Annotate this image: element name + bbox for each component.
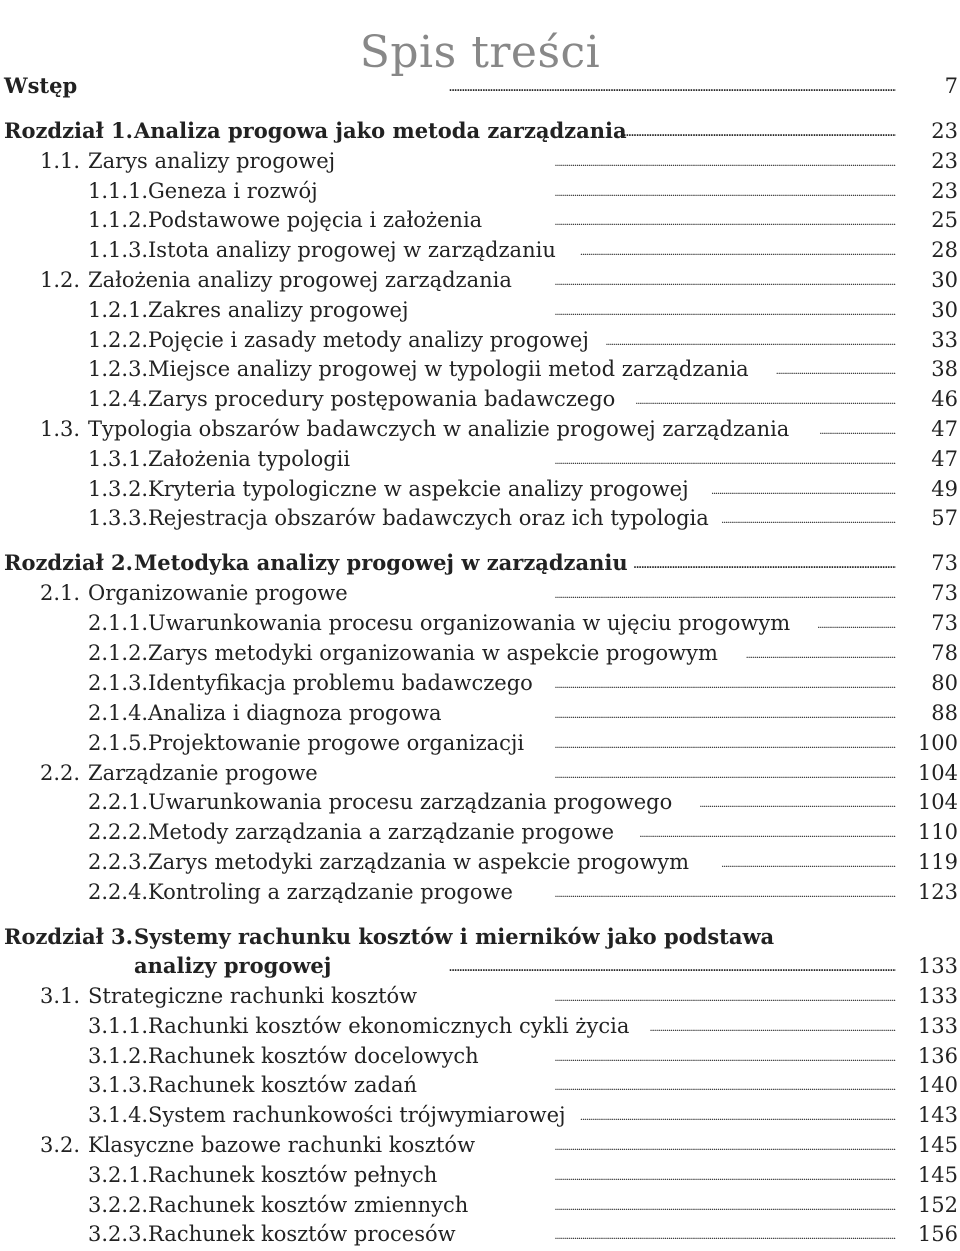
toc-entry-title: Kryteria typologiczne w aspekcie analizy progowej	[148, 477, 689, 501]
toc-entry-number: 1.3.3.	[88, 506, 149, 530]
toc-entry-page: 145	[917, 1163, 958, 1187]
toc-entry-page: 30	[931, 268, 958, 292]
toc-entry-subsection	[0, 700, 960, 726]
toc-entry-section	[0, 983, 960, 1009]
toc-entry-page: 25	[931, 208, 958, 232]
toc-entry-page: 46	[931, 387, 958, 411]
dot-leader	[634, 550, 896, 576]
toc-entry-number: 3.2.1.	[88, 1163, 149, 1187]
dot-leader	[440, 1072, 896, 1098]
toc-entry-page: 123	[917, 880, 958, 904]
toc-entry-title: Rachunek kosztów zadań	[148, 1073, 417, 1097]
toc-entry-subsection	[0, 789, 960, 815]
toc-entry-page: 145	[917, 1133, 958, 1157]
toc-entry-page: 78	[931, 641, 958, 665]
toc-entry-number: 2.1.3.	[88, 671, 149, 695]
toc-entry-page: 47	[931, 447, 958, 471]
dot-leader	[746, 640, 896, 666]
toc-entry-title: Założenia analizy progowej zarządzania	[88, 268, 512, 292]
dot-leader	[820, 416, 896, 442]
toc-entry-subsection	[0, 819, 960, 845]
dot-leader	[496, 1132, 896, 1158]
toc-entry-number: Rozdział 1.	[4, 118, 133, 143]
dot-leader	[334, 760, 896, 786]
toc-entry-section	[0, 416, 960, 442]
toc-entry-number: 2.2.4.	[88, 880, 149, 904]
dot-leader	[650, 1013, 896, 1039]
toc-entry-title: Zarys procedury postępowania badawczego	[148, 387, 616, 411]
toc-entry-title: Rachunek kosztów procesów	[148, 1222, 456, 1246]
toc-entry-section	[0, 1132, 960, 1158]
dot-leader	[362, 580, 896, 606]
toc-entry-page: 136	[917, 1044, 958, 1068]
dot-leader	[722, 849, 896, 875]
toc-entry-page: 156	[917, 1222, 958, 1246]
toc-entry-subsection	[0, 297, 960, 323]
dot-leader	[532, 267, 896, 293]
toc-entry-number: 3.1.4.	[88, 1103, 149, 1127]
toc-entry-page: 104	[917, 790, 958, 814]
toc-entry-title: Rachunki kosztów ekonomicznych cykli życia	[148, 1014, 630, 1038]
dot-leader	[418, 297, 896, 323]
dot-leader	[534, 879, 896, 905]
toc-entry-number: 2.2.1.	[88, 790, 149, 814]
toc-entry-title: Uwarunkowania procesu organizowania w ujęciu progowym	[148, 611, 791, 635]
toc-entry-page: 33	[931, 328, 958, 352]
dot-leader	[818, 610, 896, 636]
dot-leader	[494, 1043, 896, 1069]
toc-entry-subsection	[0, 237, 960, 263]
dot-leader	[424, 983, 896, 1009]
toc-entry-number: 1.2.	[40, 268, 81, 292]
toc-entry-section	[0, 267, 960, 293]
toc-entry-number: 2.2.	[40, 761, 81, 785]
toc-entry-page: 23	[931, 179, 958, 203]
toc-entry-title: Organizowanie progowe	[88, 581, 348, 605]
toc-entry-number: Rozdział 3.	[4, 924, 133, 949]
toc-entry-subsection	[0, 476, 960, 502]
toc-entry-number: 2.1.1.	[88, 611, 149, 635]
toc-entry-page: 30	[931, 298, 958, 322]
toc-entry-page: 28	[931, 238, 958, 262]
toc-entry-title: Metodyka analizy progowej w zarządzaniu	[134, 550, 628, 575]
toc-entry-title: Istota analizy progowej w zarządzaniu	[148, 238, 556, 262]
toc-entry-page: 80	[931, 671, 958, 695]
dot-leader	[622, 118, 896, 144]
dot-leader	[722, 505, 896, 531]
toc-entry-page: 110	[917, 820, 958, 844]
toc-entry-number: 1.1.1.	[88, 179, 149, 203]
dot-leader	[76, 73, 896, 99]
dot-leader	[776, 356, 896, 382]
dot-leader	[456, 1162, 896, 1188]
toc-entry-number: 3.1.3.	[88, 1073, 149, 1097]
toc-entry-subsection	[0, 327, 960, 353]
dot-leader	[362, 446, 896, 472]
toc-entry-page: 143	[917, 1103, 958, 1127]
toc-entry-number: Rozdział 2.	[4, 550, 133, 575]
toc-entry-subsection	[0, 356, 960, 382]
toc-entry-number: 2.2.2.	[88, 820, 149, 844]
toc-entry-subsection	[0, 610, 960, 636]
toc-entry-wstep	[0, 73, 960, 99]
toc-entry-number: 2.1.	[40, 581, 81, 605]
dot-leader	[544, 670, 896, 696]
toc-entry-number: 3.1.2.	[88, 1044, 149, 1068]
dot-leader	[336, 953, 896, 979]
toc-entry-subsection	[0, 1221, 960, 1247]
dot-leader	[606, 327, 896, 353]
toc-entry-title: Klasyczne bazowe rachunki kosztów	[88, 1133, 476, 1157]
toc-entry-subsection	[0, 879, 960, 905]
toc-entry-page: 7	[944, 74, 958, 98]
toc-entry-title: System rachunkowości trójwymiarowej	[148, 1103, 566, 1127]
toc-entry-number: 1.1.3.	[88, 238, 149, 262]
toc-entry-title: Kontroling a zarządzanie progowe	[148, 880, 513, 904]
toc-entry-title: Rachunek kosztów pełnych	[148, 1163, 438, 1187]
dot-leader	[360, 148, 896, 174]
toc-entry-subsection	[0, 1013, 960, 1039]
toc-entry-section	[0, 760, 960, 786]
toc-entry-number: 3.1.	[40, 984, 81, 1008]
toc-entry-title: Systemy rachunku kosztów i mierników jako podstawa	[134, 924, 775, 949]
toc-entry-title: Zarys metodyki organizowania w aspekcie progowym	[148, 641, 718, 665]
toc-entry-subsection	[0, 849, 960, 875]
toc-entry-page: 119	[917, 850, 958, 874]
toc-entry-subsection	[0, 505, 960, 531]
dot-leader	[322, 178, 896, 204]
toc-entry-page: 73	[931, 551, 958, 575]
dot-leader	[498, 207, 896, 233]
toc-entry-chapter-2	[0, 550, 960, 576]
toc-entry-page: 133	[917, 1014, 958, 1038]
toc-entry-page: 23	[931, 149, 958, 173]
toc-entry-subsection	[0, 1043, 960, 1069]
toc-entry-title: Pojęcie i zasady metody analizy progowej	[148, 328, 589, 352]
toc-entry-number: 1.2.4.	[88, 387, 149, 411]
toc-entry-title: Zarys metodyki zarządzania w aspekcie progowym	[148, 850, 690, 874]
toc-entry-number: 1.2.3.	[88, 357, 149, 381]
toc-entry-subsection	[0, 1072, 960, 1098]
toc-entry-number: 3.2.	[40, 1133, 81, 1157]
toc-entry-page: 133	[917, 954, 958, 978]
toc-entry-page: 152	[917, 1193, 958, 1217]
dot-leader	[484, 1192, 896, 1218]
toc-entry-page: 23	[931, 119, 958, 143]
toc-entry-number: 1.3.1.	[88, 447, 149, 471]
toc-entry-subsection	[0, 670, 960, 696]
dot-leader	[580, 1102, 896, 1128]
toc-entry-title: Strategiczne rachunki kosztów	[88, 984, 418, 1008]
dot-leader	[470, 1221, 896, 1247]
toc-entry-chapter-1	[0, 118, 960, 144]
toc-entry-title: Rachunek kosztów docelowych	[148, 1044, 479, 1068]
toc-entry-subsection	[0, 386, 960, 412]
toc-entry-subsection	[0, 1102, 960, 1128]
toc-entry-number: 1.1.	[40, 149, 81, 173]
toc-entry-title: Zakres analizy progowej	[148, 298, 409, 322]
toc-entry-title: Miejsce analizy progowej w typologii metod zarządzania	[148, 357, 749, 381]
toc-entry-number: 1.2.2.	[88, 328, 149, 352]
toc-entry-number: 1.1.2.	[88, 208, 149, 232]
toc-entry-number: 2.1.2.	[88, 641, 149, 665]
toc-entry-title: Rejestracja obszarów badawczych oraz ich typologia	[148, 506, 709, 530]
toc-entry-subsection	[0, 730, 960, 756]
toc-entry-number: 2.1.4.	[88, 701, 149, 725]
toc-entry-subsection	[0, 207, 960, 233]
toc-entry-page: 100	[917, 731, 958, 755]
toc-entry-number: 3.1.1.	[88, 1014, 149, 1038]
toc-entry-title: Założenia typologii	[148, 447, 351, 471]
toc-entry-subsection	[0, 640, 960, 666]
toc-entry-chapter-3	[0, 924, 960, 950]
toc-entry-page: 88	[931, 701, 958, 725]
toc-entry-number: 2.2.3.	[88, 850, 149, 874]
toc-entry-title: Uwarunkowania procesu zarządzania progowego	[148, 790, 673, 814]
dot-leader	[580, 237, 896, 263]
toc-entry-title: Analiza progowa jako metoda zarządzania	[134, 118, 627, 143]
dot-leader	[486, 700, 896, 726]
toc-entry-page: 73	[931, 581, 958, 605]
toc-entry-title: Rachunek kosztów zmiennych	[148, 1193, 469, 1217]
toc-entry-number: 1.3.	[40, 417, 81, 441]
toc-entry-subsection	[0, 446, 960, 472]
toc-entry-title: Zarządzanie progowe	[88, 761, 318, 785]
toc-entry-title: Zarys analizy progowej	[88, 149, 336, 173]
toc-entry-number: 3.2.2.	[88, 1193, 149, 1217]
toc-entry-title: Typologia obszarów badawczych w analizie progowej zarządzania	[88, 417, 790, 441]
toc-entry-subsection	[0, 178, 960, 204]
toc-entry-title: Metody zarządzania a zarządzanie progowe	[148, 820, 615, 844]
page-title: Spis treści	[359, 27, 601, 79]
toc-entry-title: Podstawowe pojęcia i założenia	[148, 208, 483, 232]
dot-leader	[636, 386, 896, 412]
toc-entry-title: Analiza i diagnoza progowa	[148, 701, 442, 725]
toc-entry-page: 73	[931, 611, 958, 635]
toc-entry-subsection	[0, 1162, 960, 1188]
toc-entry-title: Projektowanie progowe organizacji	[148, 731, 525, 755]
toc-entry-number: 1.2.1.	[88, 298, 149, 322]
dot-leader	[538, 730, 896, 756]
toc-entry-page: 133	[917, 984, 958, 1008]
toc-entry-title: Identyfikacja problemu badawczego	[148, 671, 533, 695]
dot-leader	[712, 476, 896, 502]
toc-entry-title: analizy progowej	[134, 953, 332, 978]
toc-entry-page: 104	[917, 761, 958, 785]
toc-entry-title: Wstęp	[4, 73, 78, 98]
toc-entry-chapter-3-cont	[0, 953, 960, 979]
toc-entry-page: 38	[931, 357, 958, 381]
toc-entry-subsection	[0, 1192, 960, 1218]
toc-entry-number: 2.1.5.	[88, 731, 149, 755]
toc-entry-page: 47	[931, 417, 958, 441]
dot-leader	[640, 819, 896, 845]
toc-entry-title: Geneza i rozwój	[148, 179, 318, 203]
toc-entry-section	[0, 580, 960, 606]
dot-leader	[700, 789, 896, 815]
toc-entry-page: 49	[931, 477, 958, 501]
toc-entry-number: 1.3.2.	[88, 477, 149, 501]
toc-entry-page: 57	[931, 506, 958, 530]
toc-entry-page: 140	[917, 1073, 958, 1097]
toc-entry-section	[0, 148, 960, 174]
toc-entry-number: 3.2.3.	[88, 1222, 149, 1246]
